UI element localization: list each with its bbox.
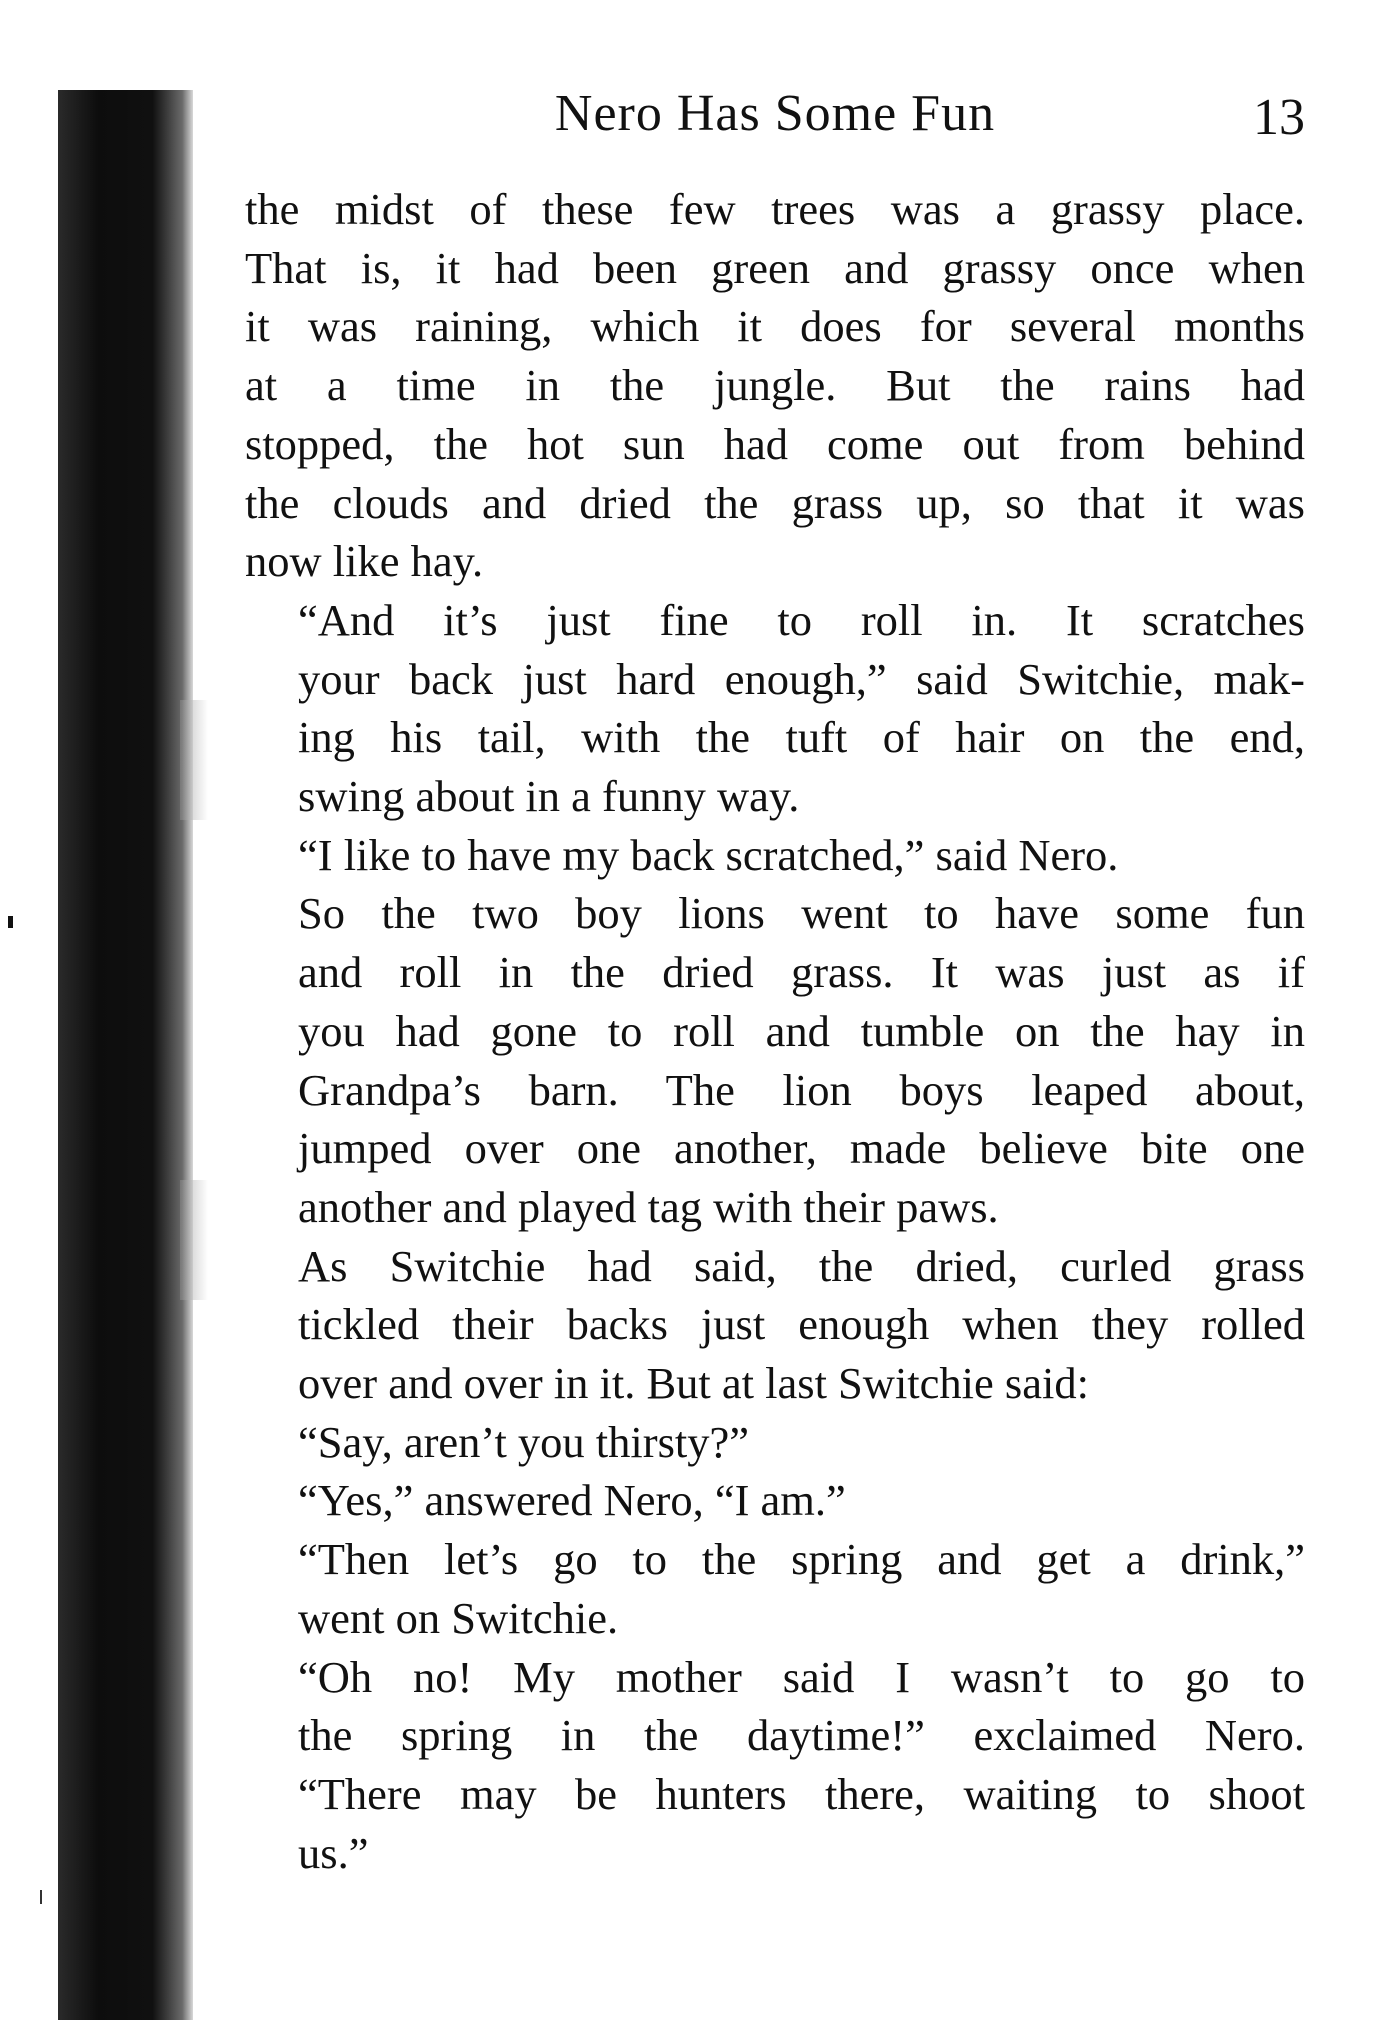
paragraph xyxy=(245,1413,1305,1472)
paragraph xyxy=(245,826,1305,885)
text-line: your back just hard enough,” said Switchie, mak- xyxy=(298,653,1305,704)
text-line: now like hay. xyxy=(245,536,484,587)
page-number: 13 xyxy=(1253,89,1305,146)
binding-edge-shading xyxy=(180,1180,208,1300)
page-title: Nero Has Some Fun xyxy=(554,85,996,142)
text-line: jumped over one another, made believe bite one xyxy=(298,1123,1305,1174)
margin-mark xyxy=(40,1890,42,1904)
text-line: the clouds and dried the grass up, so that it was xyxy=(245,477,1305,528)
paragraph xyxy=(245,1530,1305,1647)
text-line: stopped, the hot sun had come out from behind xyxy=(245,418,1305,469)
text-line: over and over in it. But at last Switchie said: xyxy=(298,1358,1089,1409)
text-line: Grandpa’s barn. The lion boys leaped about, xyxy=(298,1064,1305,1115)
text-line: swing about in a funny way. xyxy=(298,771,800,822)
margin-mark xyxy=(8,916,13,928)
text-line: at a time in the jungle. But the rains had xyxy=(245,360,1305,411)
text-line: and roll in the dried grass. It was just as if xyxy=(298,947,1305,998)
paragraph xyxy=(245,591,1305,826)
text-line: tickled their backs just enough when they rolled xyxy=(298,1299,1305,1350)
binding-edge-shading xyxy=(180,700,208,820)
body-text xyxy=(245,180,1305,1882)
text-line: went on Switchie. xyxy=(298,1592,619,1643)
text-line: the spring in the daytime!” exclaimed Nero. xyxy=(298,1710,1305,1761)
text-line: the midst of these few trees was a grassy place. xyxy=(245,184,1305,234)
text-line: “I like to have my back scratched,” said Nero. xyxy=(298,829,1119,880)
paragraph xyxy=(245,884,1305,1236)
paragraph xyxy=(245,1648,1305,1883)
text-line: us.” xyxy=(298,1827,369,1878)
text-line: another and played tag with their paws. xyxy=(298,1181,999,1232)
text-line: “Say, aren’t you thirsty?” xyxy=(298,1416,750,1467)
text-line: “And it’s just fine to roll in. It scratches xyxy=(298,594,1305,645)
text-line: As Switchie had said, the dried, curled grass xyxy=(298,1240,1305,1291)
text-line: “Oh no! My mother said I wasn’t to go to xyxy=(298,1651,1305,1702)
text-line: That is, it had been green and grassy once when xyxy=(245,242,1305,293)
text-line: “Yes,” answered Nero, “I am.” xyxy=(298,1475,846,1526)
text-line: you had gone to roll and tumble on the hay in xyxy=(298,1005,1305,1056)
running-head xyxy=(245,84,1305,154)
book-binding-shadow xyxy=(58,90,193,2020)
paragraph xyxy=(245,180,1305,591)
text-line: “Then let’s go to the spring and get a drink,” xyxy=(298,1534,1305,1585)
text-line: So the two boy lions went to have some fun xyxy=(298,888,1305,939)
text-line: ing his tail, with the tuft of hair on the end, xyxy=(298,712,1305,763)
text-line: “There may be hunters there, waiting to shoot xyxy=(298,1768,1305,1819)
text-line: it was raining, which it does for several months xyxy=(245,301,1305,352)
paragraph xyxy=(245,1471,1305,1530)
paragraph xyxy=(245,1237,1305,1413)
